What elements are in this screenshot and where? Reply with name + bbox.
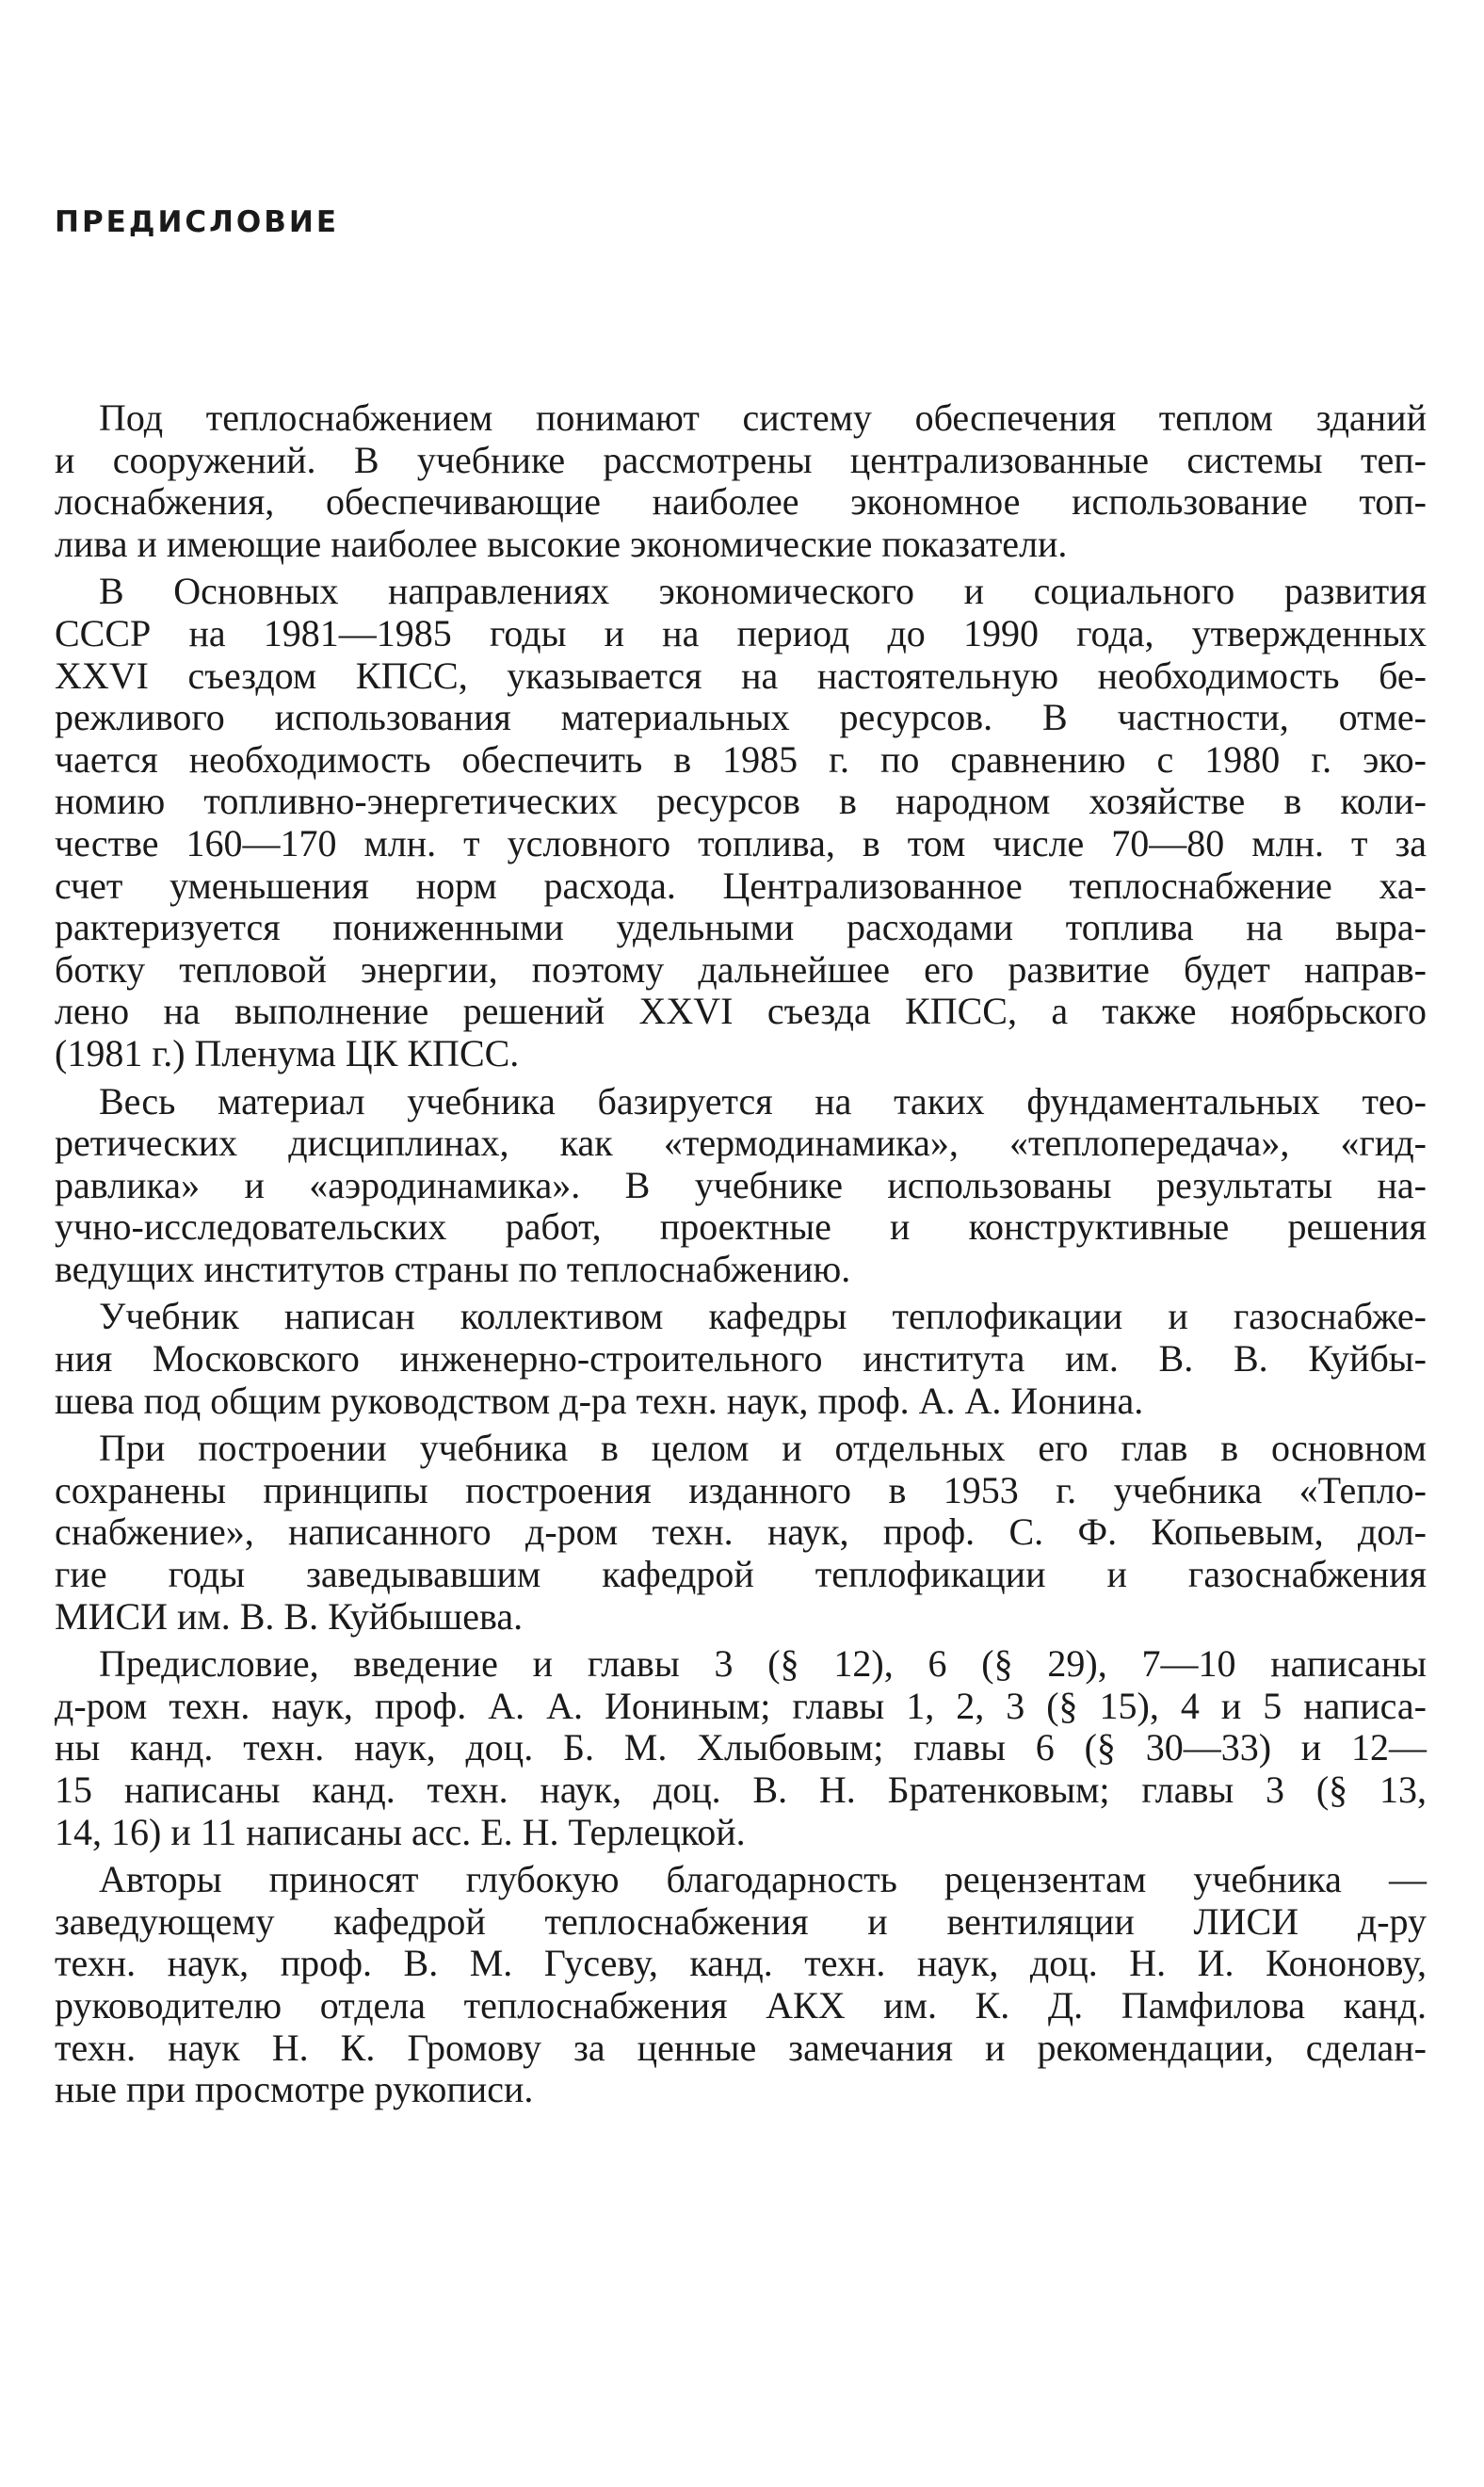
page-title: ПРЕДИСЛОВИЕ (55, 205, 339, 239)
text-line: ботку тепловой энергии, поэтому дальнейшее его развитие будет направ- (55, 947, 1427, 991)
paragraph-authors-team (55, 1295, 1427, 1422)
text-line: и сооружений. В учебнике рассмотрены централизованные системы теп- (55, 438, 1427, 481)
text-line: номию топливно-энергетических ресурсов в народном хозяйстве в коли- (55, 780, 1427, 823)
text-line: Предисловие, введение и главы 3 (§ 12), 6 (§ 29), 7—10 написаны (99, 1642, 1427, 1686)
paragraph-chapters (55, 1642, 1427, 1853)
text-line: (1981 г.) Пленума ЦК КПСС. (55, 1031, 520, 1074)
text-line: руководителю отдела теплоснабжения АКХ им. К. Д. Памфилова канд. (55, 1983, 1427, 2027)
paragraph-intro (55, 396, 1427, 565)
text-line: ные при просмотре рукописи. (55, 2068, 534, 2111)
text-line: ны канд. техн. наук, доц. Б. М. Хлыбовым; главы 6 (§ 30—33) и 12— (55, 1726, 1427, 1769)
text-line: Учебник написан коллективом кафедры теплофикации и газоснабже- (99, 1295, 1427, 1338)
text-line: сохранены принципы построения изданного в 1953 г. учебника «Тепло- (55, 1468, 1427, 1511)
text-line: XXVI съездом КПСС, указывается на настоятельную необходимость бе- (55, 654, 1427, 697)
text-line: учно-исследовательских работ, проектные и конструктивные решения (55, 1205, 1427, 1249)
text-line: д-ром техн. наук, проф. А. А. Иониным; главы 1, 2, 3 (§ 15), 4 и 5 написа- (55, 1684, 1427, 1727)
text-line: равлика» и «аэродинамика». В учебнике использованы результаты на- (55, 1163, 1427, 1206)
text-line: СССР на 1981—1985 годы и на период до 1990 года, утвержденных (55, 611, 1427, 654)
paragraph-acknowledgements (55, 1858, 1427, 2111)
text-line: При построении учебника в целом и отдельных его глав в основном (99, 1427, 1427, 1470)
text-line: 14, 16) и 11 написаны асс. Е. Н. Терлецкой. (55, 1810, 746, 1853)
text-line: 15 написаны канд. техн. наук, доц. В. Н. Братенковым; главы 3 (§ 13, (55, 1768, 1427, 1811)
text-line: Под теплоснабжением понимают систему обеспечения теплом зданий (99, 396, 1427, 439)
text-line: счет уменьшения норм расхода. Централизованное теплоснабжение ха- (55, 864, 1427, 907)
paragraph-material (55, 1079, 1427, 1291)
text-line: техн. наук, проф. В. М. Гусеву, канд. техн. наук, доц. Н. И. Кононову, (55, 1942, 1427, 1985)
text-line: МИСИ им. В. В. Куйбышева. (55, 1594, 524, 1638)
text-line: гие годы заведывавшим кафедрой теплофикации и газоснабжения (55, 1553, 1427, 1596)
text-line: шева под общим руководством д-ра техн. наук, проф. А. А. Ионина. (55, 1379, 1144, 1422)
text-line: лоснабжения, обеспечивающие наиболее экономное использование топ- (55, 480, 1427, 524)
text-line: режливого использования материальных ресурсов. В частности, отме- (55, 696, 1427, 739)
text-line: Весь материал учебника базируется на таких фундаментальных тео- (99, 1079, 1427, 1122)
text-line: ния Московского инженерно-строительного института им. В. В. Куйбы- (55, 1337, 1427, 1381)
text-line: В Основных направлениях экономического и социального развития (99, 570, 1427, 613)
text-line: ретических дисциплинах, как «термодинамика», «теплопередача», «гид- (55, 1122, 1427, 1165)
text-line: ведущих институтов страны по теплоснабжению. (55, 1247, 851, 1290)
text-line: техн. наук Н. К. Громову за ценные замечания и рекомендации, сделан- (55, 2026, 1427, 2069)
paragraph-structure (55, 1427, 1427, 1638)
text-line: чается необходимость обеспечить в 1985 г. по сравнению с 1980 г. эко- (55, 737, 1427, 781)
body-text (55, 396, 1427, 2117)
text-line: рактеризуется пониженными удельными расходами топлива на выра- (55, 906, 1427, 949)
text-line: Авторы приносят глубокую благодарность рецензентам учебника — (99, 1858, 1427, 1901)
text-line: лива и имеющие наиболее высокие экономические показатели. (55, 522, 1068, 565)
text-line: снабжение», написанного д-ром техн. наук, проф. С. Ф. Копьевым, дол- (55, 1510, 1427, 1554)
text-line: честве 160—170 млн. т условного топлива, в том числе 70—80 млн. т за (55, 821, 1427, 864)
text-line: заведующему кафедрой теплоснабжения и вентиляции ЛИСИ д-ру (55, 1899, 1427, 1943)
paragraph-directions (55, 570, 1427, 1074)
text-line: лено на выполнение решений XXVI съезда КПСС, а также ноябрьского (55, 990, 1427, 1033)
